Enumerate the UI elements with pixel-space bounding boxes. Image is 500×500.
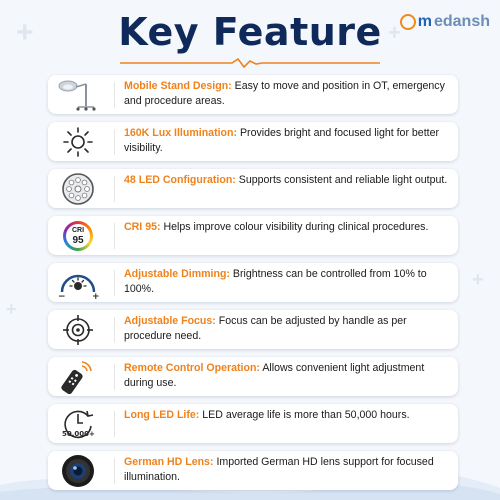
background-plus-icon: + xyxy=(6,299,17,319)
feature-title: Adjustable Dimming: xyxy=(124,268,230,280)
feature-text xyxy=(124,220,454,235)
sun-lux-icon xyxy=(48,122,108,161)
feature-title: CRI 95: xyxy=(124,221,161,233)
feature-title: Long LED Life: xyxy=(124,409,200,421)
feature-text xyxy=(124,314,454,344)
background-plus-icon: + xyxy=(472,269,484,291)
card-divider xyxy=(114,176,115,202)
card-divider xyxy=(114,223,115,249)
feature-description: Supports consistent and reliable light output. xyxy=(238,174,448,186)
background-plus-icon: + xyxy=(388,20,401,45)
feature-text xyxy=(124,408,454,423)
logo-bubble-icon xyxy=(400,14,416,30)
cri-badge-value: 95 xyxy=(72,234,84,246)
feature-title: Adjustable Focus: xyxy=(124,315,216,327)
clock-life-icon xyxy=(48,404,108,443)
cri-badge-inner xyxy=(66,224,90,248)
card-divider xyxy=(114,270,115,296)
cri-badge-label: CRI xyxy=(71,226,85,234)
remote-control-icon xyxy=(48,357,108,396)
card-divider xyxy=(114,129,115,155)
feature-text xyxy=(124,267,454,297)
feature-title: 160K Lux Illumination: xyxy=(124,127,238,139)
card-divider xyxy=(114,317,115,343)
feature-row-led-life xyxy=(48,404,458,443)
page-title: Key Feature xyxy=(118,10,382,54)
feature-text xyxy=(124,361,454,391)
feature-row-remote xyxy=(48,357,458,396)
feature-description: Brightness can be controlled from 10% to 100%. xyxy=(124,268,427,295)
feature-row-lens xyxy=(48,451,458,490)
card-divider xyxy=(114,82,115,108)
camera-lens-icon xyxy=(48,451,108,490)
feature-description: Easy to move and position in OT, emergency and procedure areas. xyxy=(124,80,445,107)
feature-text xyxy=(124,79,454,109)
feature-title: Remote Control Operation: xyxy=(124,362,260,374)
feature-row-cri xyxy=(48,216,458,255)
feature-title: Mobile Stand Design: xyxy=(124,80,232,92)
feature-description: Helps improve colour visibility during clinical procedures. xyxy=(163,221,429,233)
feature-description: Focus can be adjusted by handle as per procedure need. xyxy=(124,315,407,342)
dimming-plus-label: + xyxy=(92,291,100,300)
feature-title: 48 LED Configuration: xyxy=(124,174,236,186)
card-divider xyxy=(114,411,115,437)
feature-row-dimming xyxy=(48,263,458,302)
dimming-dial-icon xyxy=(48,263,108,302)
card-divider xyxy=(114,364,115,390)
feature-text xyxy=(124,455,454,485)
feature-title: German HD Lens: xyxy=(124,456,214,468)
logo-text-prefix: m xyxy=(417,13,432,30)
feature-row-led xyxy=(48,169,458,208)
feature-row-focus xyxy=(48,310,458,349)
cri-badge-icon xyxy=(63,221,93,251)
feature-description: LED average life is more than 50,000 hours. xyxy=(202,409,410,421)
led-array-icon xyxy=(48,169,108,208)
background-plus-icon: + xyxy=(16,16,34,49)
heartbeat-line-icon xyxy=(120,58,380,68)
feature-row-mobile-stand xyxy=(48,75,458,114)
focus-target-icon xyxy=(48,310,108,349)
feature-description: Allows convenient light adjustment during use. xyxy=(124,362,425,389)
feature-row-lux xyxy=(48,122,458,161)
dimming-minus-label: − xyxy=(58,291,66,300)
feature-text xyxy=(124,126,454,156)
brand-logo xyxy=(400,10,490,34)
feature-text xyxy=(124,173,454,188)
logo-text: edansh xyxy=(433,13,490,30)
feature-description: Imported German HD lens support for focused illumination. xyxy=(124,456,434,483)
card-divider xyxy=(114,458,115,484)
mobile-stand-lamp-icon xyxy=(48,75,108,114)
feature-description: Provides bright and focused light for better visibility. xyxy=(124,127,440,154)
life-hours-label: 50,000+ xyxy=(62,429,95,438)
cri-badge-wrap xyxy=(48,216,108,255)
